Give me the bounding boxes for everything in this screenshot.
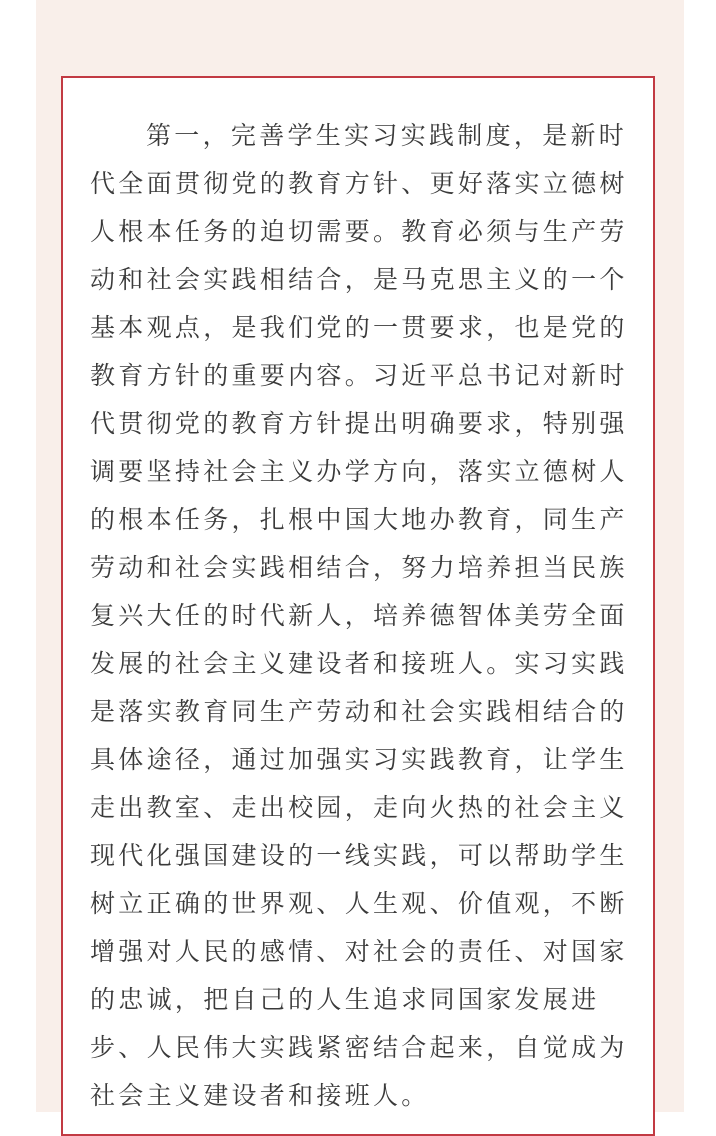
paragraph-line: 增强对人民的感情、对社会的责任、对国家 bbox=[90, 937, 628, 966]
paragraph-line: 是落实教育同生产劳动和社会实践相结合的 bbox=[90, 697, 628, 726]
paragraph-line: 具体途径，通过加强实习实践教育，让学生 bbox=[90, 745, 628, 774]
paragraph-line: 步、人民伟大实践紧密结合起来，自觉成为 bbox=[90, 1033, 628, 1062]
paragraph-line: 树立正确的世界观、人生观、价值观，不断 bbox=[90, 889, 628, 918]
article-paragraph bbox=[90, 112, 631, 1120]
paragraph-line: 复兴大任的时代新人，培养德智体美劳全面 bbox=[90, 601, 628, 630]
paragraph-line: 第一，完善学生实习实践制度，是新时 bbox=[146, 121, 628, 150]
paragraph-line: 发展的社会主义建设者和接班人。实习实践 bbox=[90, 649, 628, 678]
paragraph-line: 人根本任务的迫切需要。教育必须与生产劳 bbox=[90, 217, 628, 246]
paragraph-line: 现代化强国建设的一线实践，可以帮助学生 bbox=[90, 841, 628, 870]
paragraph-line: 社会主义建设者和接班人。 bbox=[90, 1081, 430, 1110]
paragraph-line: 代贯彻党的教育方针提出明确要求，特别强 bbox=[90, 409, 628, 438]
paragraph-line: 走出教室、走出校园，走向火热的社会主义 bbox=[90, 793, 628, 822]
paragraph-line: 代全面贯彻党的教育方针、更好落实立德树 bbox=[90, 169, 628, 198]
paragraph-line: 教育方针的重要内容。习近平总书记对新时 bbox=[90, 361, 628, 390]
paragraph-line: 基本观点，是我们党的一贯要求，也是党的 bbox=[90, 313, 628, 342]
paragraph-line: 调要坚持社会主义办学方向，落实立德树人 bbox=[90, 457, 628, 486]
paragraph-line: 的根本任务，扎根中国大地办教育，同生产 bbox=[90, 505, 628, 534]
paragraph-line: 的忠诚，把自己的人生追求同国家发展进 bbox=[90, 985, 600, 1014]
paragraph-line: 动和社会实践相结合，是马克思主义的一个 bbox=[90, 265, 628, 294]
paragraph-line: 劳动和社会实践相结合，努力培养担当民族 bbox=[90, 553, 628, 582]
